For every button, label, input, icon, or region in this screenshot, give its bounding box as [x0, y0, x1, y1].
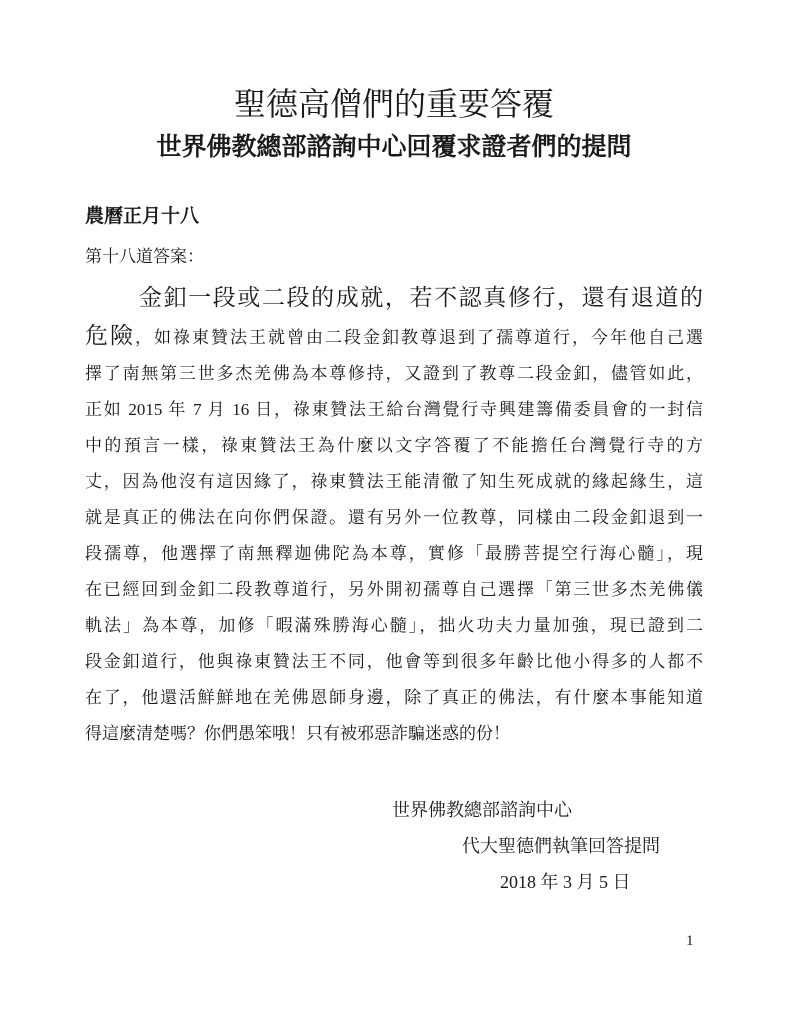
signature-role: 代大聖德們執筆回答提問 [462, 836, 660, 856]
signature-block [85, 792, 703, 900]
answer-line: 就是真正的佛法在向你們保證。還有另外一位教尊，同樣由二段金釦退到一 [85, 508, 703, 527]
page-subtitle: 世界佛教總部諮詢中心回覆求證者們的提問 [156, 134, 632, 161]
signature-organization: 世界佛教總部諮詢中心 [392, 800, 572, 820]
answer-line: 中的預言一樣，祿東贊法王為什麼以文字答覆了不能擔任台灣覺行寺的方 [85, 436, 703, 455]
answer-body [85, 280, 703, 752]
answer-line: 在已經回到金釦二段教尊道行，另外開初孺尊自己選擇「第三世多杰羌佛儀 [85, 580, 703, 599]
answer-line [85, 280, 703, 318]
emphasis-lead-text: 金釦一段或二段的成就，若不認真修行，還有退道的 [139, 285, 703, 310]
answer-line: 擇了南無第三世多杰羌佛為本尊修持，又證到了教尊二段金釦，儘管如此， [85, 364, 703, 383]
answer-line: 得這麼清楚嗎？你們愚笨哦！只有被邪惡詐騙迷惑的份！ [85, 724, 510, 743]
answer-line: 段孺尊，他選擇了南無釋迦佛陀為本尊，實修「最勝菩提空行海心髓」，現 [85, 544, 703, 563]
page-title: 聖德高僧們的重要答覆 [233, 86, 554, 122]
answer-number-heading: 第十八道答案： [85, 247, 204, 266]
emphasis-word: 危險 [85, 323, 135, 348]
signature-date: 2018 年 3 月 5 日 [500, 872, 631, 892]
answer-line: 段金釦道行，他與祿東贊法王不同，他會等到很多年齡比他小得多的人都不 [85, 652, 703, 671]
answer-line: 軌法」為本尊，加修「暇滿殊勝海心髓」，拙火功夫力量加強，現已證到二 [85, 616, 703, 635]
body-text: ，如祿東贊法王就曾由二段金釦教尊退到了孺尊道行，今年他自己選 [135, 328, 703, 347]
answer-line: 丈，因為他沒有這因緣了，祿東贊法王能清徹了知生死成就的緣起緣生，這 [85, 472, 703, 491]
page-number: 1 [686, 933, 694, 949]
answer-line: 正如 2015 年 7 月 16 日，祿東贊法王給台灣覺行寺興建籌備委員會的一封信 [85, 400, 703, 419]
answer-line: 在了，他還活鮮鮮地在羌佛恩師身邊，除了真正的佛法，有什麼本事能知道 [85, 688, 703, 707]
answer-line [85, 318, 703, 356]
lunar-date-heading: 農曆正月十八 [85, 206, 200, 227]
